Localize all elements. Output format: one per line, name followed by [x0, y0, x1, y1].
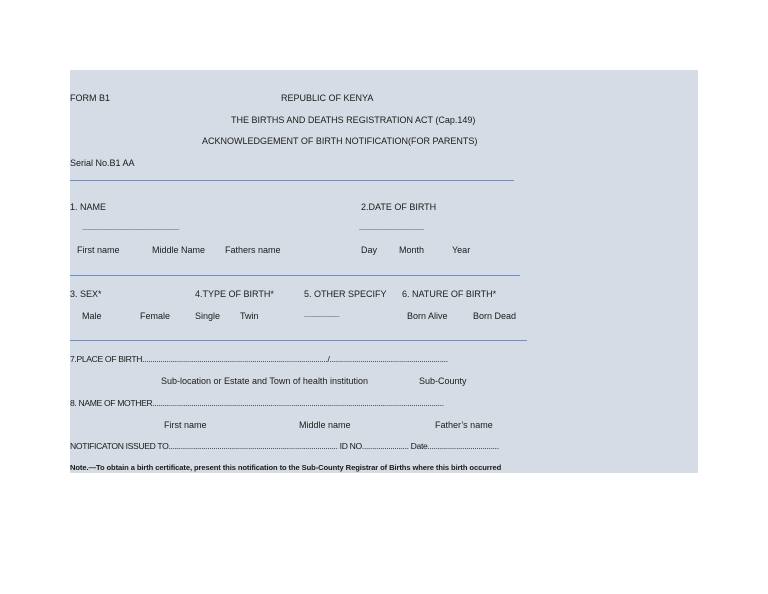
form-number: FORM B1: [70, 93, 111, 103]
name-label: 1. NAME: [70, 202, 107, 212]
place-of-birth-caption: Sub-location or Estate and Town of health institution: [161, 376, 368, 386]
female-option: Female: [140, 311, 171, 321]
other-specify-blank: .................................: [304, 313, 340, 319]
born-alive-option: Born Alive: [407, 311, 448, 321]
mother-first-name-caption: First name: [164, 420, 207, 430]
male-option: Male: [82, 311, 102, 321]
nature-of-birth-label: 6. NATURE OF BIRTH*: [402, 289, 497, 299]
act-heading: THE BIRTHS AND DEATHS REGISTRATION ACT (Cap.149): [231, 115, 476, 125]
twin-option: Twin: [240, 311, 259, 321]
notification-issued-line: NOTIFICATON ISSUED TO................................................................................... ID NO....................... Date...................................: [70, 441, 499, 451]
place-of-birth-line: 7.PLACE OF BIRTH.........................................................................................../..........................................................: [70, 354, 448, 364]
year-caption: Year: [452, 245, 471, 255]
name-blank: ...........................................................................................: [82, 226, 180, 232]
serial-number: Serial No.B1 AA: [70, 158, 135, 168]
republic-heading: REPUBLIC OF KENYA: [281, 93, 374, 103]
month-caption: Month: [399, 245, 425, 255]
sub-county-caption: Sub-County: [419, 376, 467, 386]
born-dead-option: Born Dead: [473, 311, 517, 321]
mother-middle-name-caption: Middle name: [299, 420, 351, 430]
mother-fathers-name-caption: Father’s name: [435, 420, 493, 430]
date-of-birth-label: 2.DATE OF BIRTH: [361, 202, 437, 212]
other-specify-label: 5. OTHER SPECIFY: [304, 289, 387, 299]
type-of-birth-label: 4.TYPE OF BIRTH*: [195, 289, 274, 299]
fathers-name-caption: Fathers name: [225, 245, 281, 255]
date-blank: .............................................................: [359, 226, 425, 232]
day-caption: Day: [361, 245, 378, 255]
birth-notification-form: [70, 70, 698, 473]
sex-label: 3. SEX*: [70, 289, 102, 299]
divider: [70, 180, 514, 181]
divider: [70, 275, 520, 276]
name-of-mother-line: 8. NAME OF MOTHER...............................................................................................................................................: [70, 398, 444, 408]
middle-name-caption: Middle Name: [152, 245, 206, 255]
first-name-caption: First name: [77, 245, 120, 255]
single-option: Single: [195, 311, 221, 321]
note-text: Note.—To obtain a birth certificate, present this notification to the Sub-County Registrar of Births where this birth occurred: [70, 463, 502, 472]
divider: [70, 340, 527, 341]
acknowledgement-heading: ACKNOWLEDGEMENT OF BIRTH NOTIFICATION(FOR PARENTS): [202, 136, 478, 146]
